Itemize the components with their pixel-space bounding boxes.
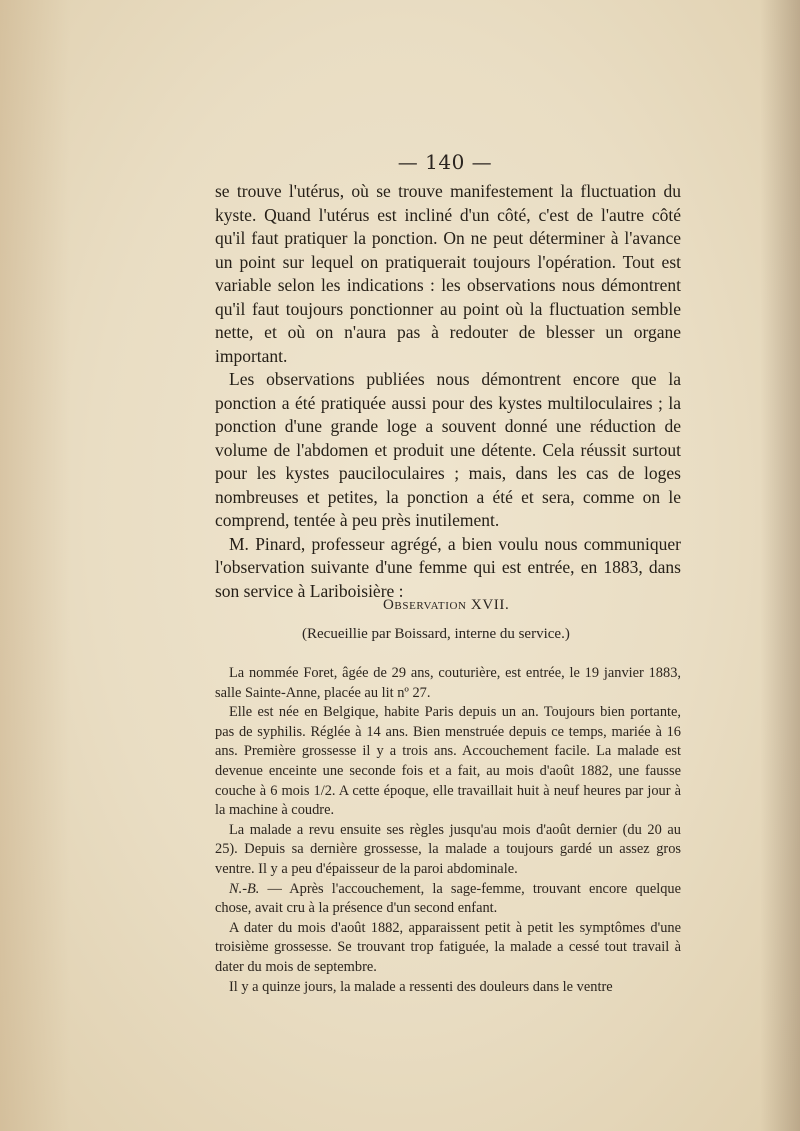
main-text xyxy=(215,180,681,603)
paragraph: M. Pinard, professeur agrégé, a bien voulu nous communiquer l'observation suivante d'une femme qui est entrée, en 1883, dans son service à Lariboisière : xyxy=(215,533,681,601)
page-number: — 140 — xyxy=(397,150,493,174)
nb-note xyxy=(215,880,681,919)
case-paragraph: La nommée Foret, âgée de 29 ans, couturière, est entrée, le 19 janvier 1883, salle Sainte-Anne, placée au lit nº 27. xyxy=(215,665,681,701)
paragraph: se trouve l'utérus, où se trouve manifestement la fluctuation du kyste. Quand l'utérus est incliné d'un côté, c'est de l'autre côté qu'il faut pratiquer la ponction. On ne peut déterminer à l'avance un point sur lequel on pratiquerait toujours l'opération. Tout est variable selon les indications : les observations nous démontrent qu'il faut toujours ponctionner au point où la fluctuation semble nette, et où on n'aura pas à redouter de blesser un organe important. xyxy=(215,181,681,366)
paragraph: Les observations publiées nous démontrent encore que la ponction a été pratiquée aussi pour des kystes multiloculaires ; la ponction d'une grande loge a souvent donné une réduction de volume de l'abdomen et produit une détente. Cela réussit surtout pour les kystes pauciloculaires ; mais, dans les cas de loges nombreuses et petites, la ponction a été et sera, comme on le comprend, tentée à peu près inutilement. xyxy=(215,369,681,530)
case-paragraph: La malade a revu ensuite ses règles jusqu'au mois d'août dernier (du 20 au 25). Depuis sa dernière grossesse, la malade a toujours gardé un assez gros ventre. Il y a peu d'épaisseur de la paroi abdominale. xyxy=(215,821,681,877)
case-paragraph: Il y a quinze jours, la malade a ressenti des douleurs dans le ventre xyxy=(229,978,613,995)
nb-label: N.-B. xyxy=(229,880,260,897)
case-paragraph: A dater du mois d'août 1882, apparaissent petit à petit les symptômes d'une troisième grossesse. Se trouvant trop fatiguée, la malade a cessé tout travail à dater du mois de septembre. xyxy=(215,919,681,975)
observation-title: Observation XVII. xyxy=(383,597,510,613)
case-report-text xyxy=(215,664,681,997)
observation-subtitle: (Recueillie par Boissard, interne du service.) xyxy=(302,626,570,642)
nb-text: — Après l'accouchement, la sage-femme, trouvant encore quelque chose, avait cru à la présence d'un second enfant. xyxy=(215,880,681,917)
case-paragraph: Elle est née en Belgique, habite Paris depuis un an. Toujours bien portante, pas de syphilis. Réglée à 14 ans. Bien menstruée depuis ce temps, mariée à 16 ans. Première grossesse il y a trois ans. Accouchement facile. La malade est devenue enceinte une seconde fois et a fait, au mois d'août 1882, une fausse couche à 6 mois 1/2. A cette époque, elle travaillait huit à neuf heures par jour à la machine à coudre. xyxy=(215,704,681,819)
